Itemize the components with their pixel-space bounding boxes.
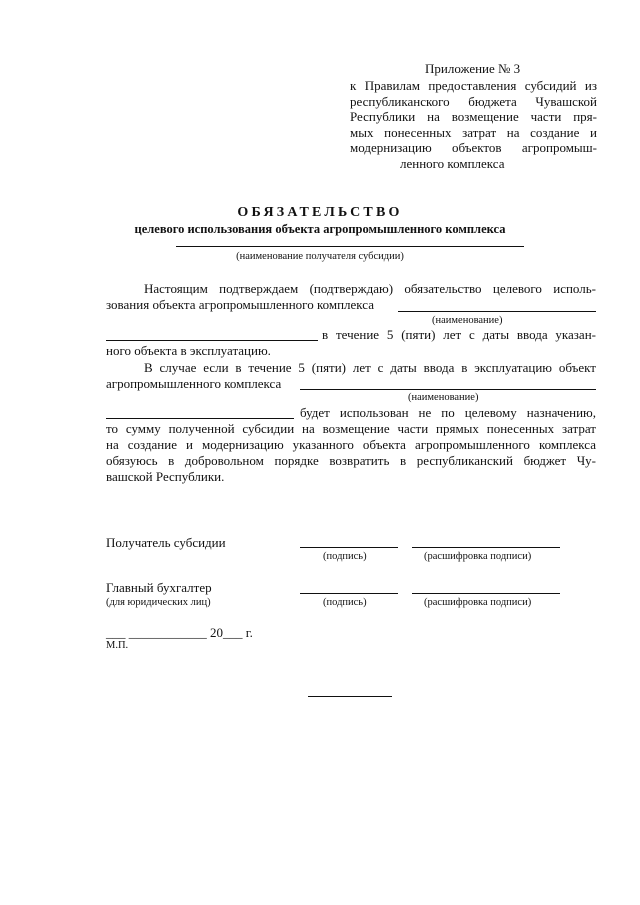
paragraph-line: то сумму полученной субсидии на возмещение части прямых понесенных затрат (106, 421, 596, 436)
document-subtitle: целевого использования объекта агропромышленного комплекса (134, 222, 506, 236)
appendix-line: республиканского бюджета Чувашской (350, 93, 597, 109)
accountant-signature-label: Главный бухгалтер (106, 580, 212, 595)
appendix-line: ленного комплекса (400, 155, 505, 171)
paragraph-line: на создание и модернизацию указанного объекта агропромышленного комплекса (106, 437, 596, 452)
signature-line (300, 547, 398, 548)
recipient-name-line (176, 246, 524, 247)
signature-line (300, 593, 398, 594)
signature-decode-line (412, 547, 560, 548)
paragraph-line: В случае если в течение 5 (пяти) лет с даты ввода в эксплуатацию объект (144, 360, 596, 375)
date-month-blank: ____________ (128, 625, 207, 640)
stamp-placeholder: М.П. (106, 640, 129, 651)
signature-caption: (подпись) (323, 597, 367, 608)
object-name-line-2 (106, 340, 318, 341)
decode-caption: (расшифровка подписи) (424, 551, 532, 562)
accountant-note: (для юридических лиц) (106, 597, 211, 608)
date-year-blank: ___ (223, 625, 243, 640)
appendix-line: модернизацию объектов агропромыш- (350, 140, 597, 156)
end-separator-line (308, 696, 392, 697)
paragraph-line: вашской Республики. (106, 469, 225, 484)
signature-caption: (подпись) (323, 551, 367, 562)
object-name-line-3 (300, 389, 596, 390)
object-name-line (398, 311, 596, 312)
object-name-caption: (наименование) (408, 392, 479, 403)
recipient-caption: (наименование получателя субсидии) (236, 251, 404, 262)
date-year-suffix: г. (245, 625, 253, 640)
paragraph-line: в течение 5 (пяти) лет с даты ввода указан- (322, 327, 596, 342)
date-year-prefix: 20 (210, 625, 223, 640)
paragraph-line: обязуюсь в добровольном порядке возвратить в республиканский бюджет Чу- (106, 453, 596, 468)
appendix-line: мых понесенных затрат на создание и (350, 124, 597, 140)
appendix-line: к Правилам предоставления субсидий из (350, 78, 597, 93)
paragraph-line: ного объекта в эксплуатацию. (106, 343, 271, 358)
object-name-line-4 (106, 418, 294, 419)
paragraph-text: зования объекта агропромышленного комплекса (106, 297, 374, 312)
object-name-caption: (наименование) (432, 315, 503, 326)
appendix-line: Республики на возмещение части пря- (350, 109, 597, 125)
appendix-title: Приложение № 3 (425, 61, 521, 76)
date-day-blank: ___ (106, 625, 126, 640)
appendix-text (350, 78, 597, 172)
paragraph-line: будет использован не по целевому назначению, (300, 405, 596, 420)
document-title: ОБЯЗАТЕЛЬСТВО (237, 205, 403, 220)
signature-decode-line (412, 593, 560, 594)
decode-caption: (расшифровка подписи) (424, 597, 532, 608)
paragraph-text: агропромышленного комплекса (106, 376, 282, 391)
recipient-signature-label: Получатель субсидии (106, 535, 226, 550)
paragraph-line: Настоящим подтверждаем (подтверждаю) обязательство целевого исполь- (144, 281, 596, 296)
date-line (106, 625, 253, 641)
